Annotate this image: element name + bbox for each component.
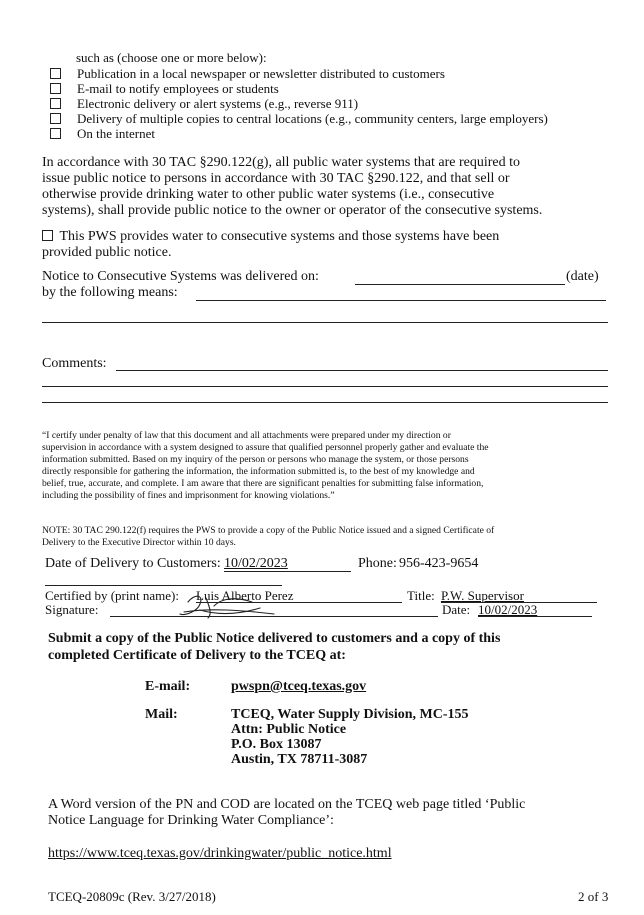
notice-methods-intro: such as (choose one or more below): [76,50,267,65]
certification-line: information submitted. Based on my inquiry of the person or persons who manage the system, or those persons [42,454,469,465]
word-version-line: Notice Language for Drinking Water Compliance’: [48,813,334,828]
delivery-date-value[interactable]: 10/02/2023 [224,556,288,571]
delivery-date-line [224,571,351,572]
mail-address-line: TCEQ, Water Supply Division, MC-155 [231,707,469,722]
mail-label: Mail: [145,707,178,722]
certified-name-label: Certified by (print name): [45,588,179,603]
certification-line: directly responsible for gathering the information, the information submitted is, to the best of my knowledge and [42,466,475,477]
consecutive-paragraph-line: systems), shall provide public notice to the owner or operator of the consecutive systems. [42,203,543,218]
note-line: Delivery to the Executive Director within 10 days. [42,537,236,548]
option-label: Electronic delivery or alert systems (e.g., reverse 911) [77,96,359,111]
consecutive-paragraph-line: otherwise provide drinking water to other public water systems (i.e., consecutive [42,187,495,202]
checkbox[interactable] [50,98,61,109]
certification-line: including the possibility of fines and imprisonment for knowing violations.” [42,490,335,501]
comments-line-2[interactable] [42,386,608,387]
phone-value[interactable]: 956-423-9654 [399,556,479,571]
consecutive-checkbox-label-cont: provided public notice. [42,245,172,260]
checkbox[interactable] [50,113,61,124]
public-notice-url-link[interactable]: https://www.tceq.texas.gov/drinkingwater/public_notice.html [48,846,392,861]
date-suffix: (date) [566,269,599,284]
separator-line [45,585,282,586]
certified-name-value[interactable]: Luis Alberto Perez [196,588,294,603]
checkbox[interactable] [50,128,61,139]
consecutive-paragraph-line: issue public notice to persons in accordance with 30 TAC §290.122, and that sell or [42,171,510,186]
checkbox[interactable] [42,230,53,241]
title-label: Title: [407,588,435,603]
means-line-2[interactable] [42,322,608,323]
signature-date-value[interactable]: 10/02/2023 [478,602,538,617]
email-label: E-mail: [145,679,191,694]
comments-label: Comments: [42,356,107,371]
consecutive-checkbox-label: This PWS provides water to consecutive systems and those systems have been [59,229,500,244]
comments-line[interactable] [116,370,608,371]
checkbox[interactable] [50,83,61,94]
title-value[interactable]: P.W. Supervisor [441,588,524,603]
delivered-on-date-line[interactable] [355,284,565,285]
email-link[interactable]: pwspn@tceq.texas.gov [231,679,367,694]
signature-label: Signature: [45,602,99,617]
consecutive-paragraph-line: In accordance with 30 TAC §290.122(g), all public water systems that are required to [42,155,520,170]
certification-line: supervision in accordance with a system designed to assure that qualified personnel properly gather and evaluate the [42,442,489,453]
mail-address-line: P.O. Box 13087 [231,737,322,752]
phone-label: Phone: [358,556,397,571]
page-number: 2 of 3 [578,889,609,904]
signature-date-line [478,616,592,617]
mail-address-line: Austin, TX 78711-3087 [231,752,368,767]
note-line: NOTE: 30 TAC 290.122(f) requires the PWS to provide a copy of the Public Notice issued and a signed Certificate of [42,525,495,536]
consecutive-checkbox-row[interactable] [42,229,499,245]
submit-heading-line: completed Certificate of Delivery to the TCEQ at: [48,648,346,663]
signature-date-label: Date: [442,602,471,617]
certification-line: “I certify under penalty of law that this document and all attachments were prepared under my direction or [42,430,451,441]
word-version-line: A Word version of the PN and COD are located on the TCEQ web page titled ‘Public [48,797,526,812]
delivered-on-label: Notice to Consecutive Systems was delivered on: [42,269,319,284]
option-label: Delivery of multiple copies to central locations (e.g., community centers, large employers) [77,111,548,126]
certification-line: belief, true, accurate, and complete. I am aware that there are significant penalties for submitting false information, [42,478,484,489]
means-line[interactable] [196,300,606,301]
means-label: by the following means: [42,285,178,300]
option-label: Publication in a local newspaper or newsletter distributed to customers [77,66,445,81]
mail-address-line: Attn: Public Notice [231,722,347,737]
checkbox[interactable] [50,68,61,79]
option-label: E-mail to notify employees or students [77,81,279,96]
comments-line-3[interactable] [42,402,608,403]
submit-heading-line: Submit a copy of the Public Notice delivered to customers and a copy of this [48,631,501,646]
handwritten-signature [170,590,280,622]
option-label: On the internet [77,126,155,141]
form-id: TCEQ-20809c (Rev. 3/27/2018) [48,889,216,904]
delivery-date-label: Date of Delivery to Customers: [45,556,221,571]
